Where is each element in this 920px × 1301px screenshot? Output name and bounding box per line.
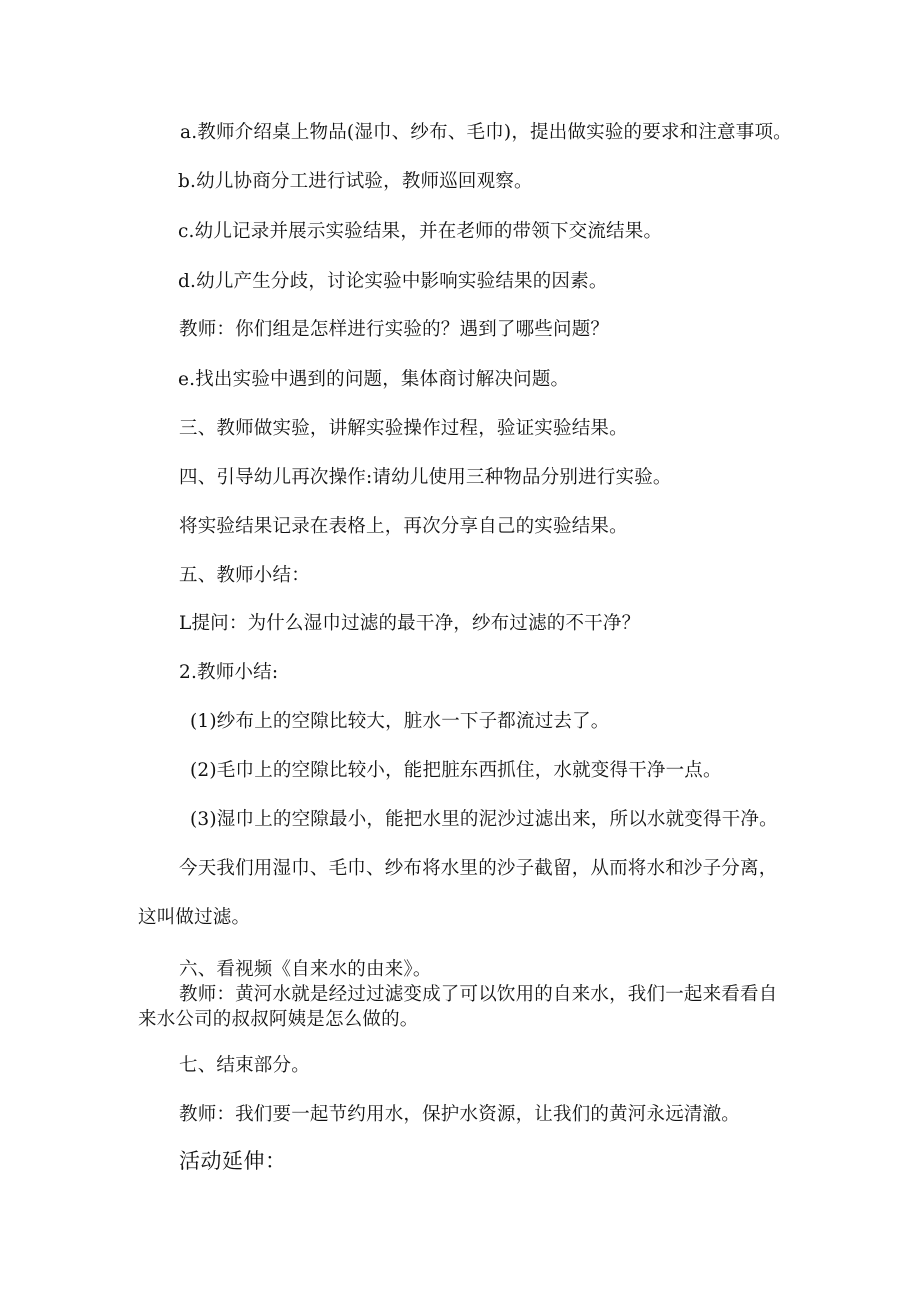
text-line-step-d: d.幼儿产生分歧，讨论实验中影响实验结果的因素。	[178, 271, 608, 292]
text-line-step-c: c.幼儿记录并展示实验结果，并在老师的带领下交流结果。	[178, 221, 663, 242]
text-line-summary-2: 2.教师小结:	[179, 662, 279, 683]
text-line-record-results: 将实验结果记录在表格上，再次分享自己的实验结果。	[179, 516, 628, 537]
section-four-title: 四、引导幼儿再次操作:请幼儿使用三种物品分别进行实验。	[179, 467, 672, 488]
text-line-question-1: L提问：为什么湿巾过滤的最干净，纱布过滤的不干净？	[179, 613, 641, 634]
text-line-teacher-question: 教师：你们组是怎样进行实验的？遇到了哪些问题？	[179, 319, 610, 340]
text-line-video-para-1: 教师：黄河水就是经过过滤变成了可以饮用的自来水，我们一起来看看自	[179, 984, 778, 1005]
section-six-title: 六、看视频《自来水的由来》。	[179, 959, 432, 980]
activity-extension-heading: 活动延伸：	[179, 1149, 287, 1173]
text-line-step-a: a.教师介绍桌上物品(湿巾、纱布、毛巾)，提出做实验的要求和注意事项。	[180, 122, 792, 143]
text-line-summary-item-2: (2)毛巾上的空隙比较小，能把脏东西抓住，水就变得干净一点。	[190, 760, 722, 781]
text-line-closing: 教师：我们要一起节约用水，保护水资源，让我们的黄河永远清澈。	[179, 1104, 741, 1125]
text-line-summary-item-3: (3)湿巾上的空隙最小，能把水里的泥沙过滤出来，所以水就变得干净。	[190, 809, 778, 830]
section-five-title: 五、教师小结：	[179, 565, 310, 586]
text-line-video-para-2: 来水公司的叔叔阿姨是怎么做的。	[138, 1009, 419, 1030]
section-seven-title: 七、结束部分。	[179, 1055, 310, 1076]
text-line-step-b: b.幼儿协商分工进行试验，教师巡回观察。	[178, 171, 533, 192]
text-line-filter-para-1: 今天我们用湿巾、毛巾、纱布将水里的沙子截留，从而将水和沙子分离，	[179, 858, 778, 879]
text-line-step-e: e.找出实验中遇到的问题，集体商讨解决问题。	[178, 369, 570, 390]
text-line-summary-item-1: (1)纱布上的空隙比较大，脏水一下子都流过去了。	[190, 711, 610, 732]
section-three-title: 三、教师做实验，讲解实验操作过程，验证实验结果。	[179, 418, 628, 439]
text-line-filter-para-2: 这叫做过滤。	[138, 907, 251, 928]
